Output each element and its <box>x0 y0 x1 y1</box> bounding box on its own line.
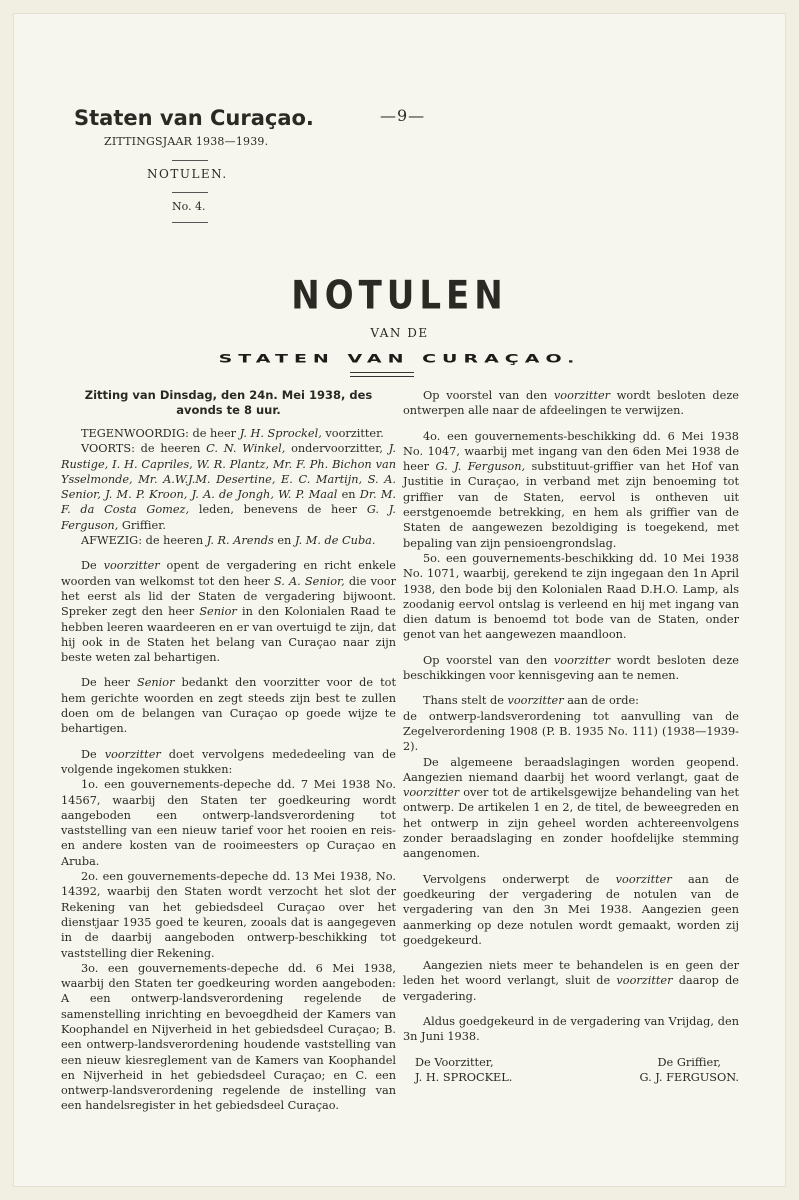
paragraph: Thans stelt de voorzitter aan de orde: <box>423 694 639 708</box>
publication-title: Staten van Curaçao. <box>74 106 314 130</box>
divider <box>350 376 414 377</box>
signature-clerk: De Griffier, G. J. FERGUSON. <box>639 1055 739 1084</box>
signature-chairman: De Voorzitter, J. H. SPROCKEL. <box>415 1055 513 1084</box>
list-item: 5o. een gouvernements-beschikking dd. 10 Mei 1938 No. 1071, waarbij, gerekend te zijn ingegaan den 1n April 1938, den bode bij den Kolonialen Raad D.H.O. Lamp, als zoodanig eervol ontslag is verleend en hij met ingang van dien datum is benoemd tot bode van de Staten, onder genot van het aangewezen maandloon. <box>403 551 739 642</box>
page-number: —9— <box>380 106 426 125</box>
left-column <box>61 388 396 1114</box>
paragraph: De algemeene beraadslagingen worden geopend. Aangezien niemand daarbij het woord verlangt, gaat de voorzitter over tot de artikelsgewijze behandeling van het ontwerp. De artikelen 1 en 2, de titel, de beweegreden en het ontwerp in zijn geheel worden achtereenvolgens zonder beraadslaging en zonder hoofdelijke stemming aangenomen. <box>403 755 739 861</box>
paragraph: De voorzitter opent de vergadering en richt enkele woorden van welkomst tot den heer S. A. Senior, die voor het eerst als lid der Staten de vergadering bijwoont. Spreker zegt den heer Senior in den Kolonialen Raad te hebben leeren waardeeren en er van overtuigd te zijn, dat hij ook in de Staten het belang van Curaçao naar zijn beste weten zal behartigen. <box>61 559 396 665</box>
attendance-others: VOORTS: de heeren C. N. Winkel, ondervoorzitter, J. Rustige, I. H. Capriles, W. R. Plantz, Mr. F. Ph. Bichon van Ysselmonde, Mr. A.W.J.M. Desertine, E. C. Martijn, S. A. Senior, J. M. P. Kroon, J. A. de Jongh, W. P. Maal en Dr. M. F. da Costa Gomez, leden, benevens de heer G. J. Ferguson, Griffier. <box>61 442 396 532</box>
divider <box>172 160 208 161</box>
right-column <box>403 388 739 1085</box>
issue-number: No. 4. <box>172 200 206 213</box>
section-label: NOTULEN. <box>147 167 228 181</box>
divider <box>172 192 208 193</box>
session-heading: Zitting van Dinsdag, den 24n. Mei 1938, des avonds te 8 uur. <box>84 388 373 417</box>
approval-note: Aldus goedgekeurd in de vergadering van Vrijdag, den 3n Juni 1938. <box>403 1014 739 1044</box>
divider <box>350 372 414 373</box>
masthead-title: NOTULEN <box>291 273 508 319</box>
masthead-sub: VAN DE <box>370 326 429 340</box>
paragraph: Aangezien niets meer te behandelen is en geen der leden het woord verlangt, sluit de voorzitter daarop de vergadering. <box>403 959 739 1003</box>
paragraph: Op voorstel van den voorzitter wordt besloten deze ontwerpen alle naar de afdeelingen te verwijzen. <box>403 389 739 418</box>
masthead-banner: STATEN VAN CURAÇAO. <box>218 352 581 366</box>
list-item: 2o. een gouvernements-depeche dd. 13 Mei 1938, No. 14392, waarbij den Staten wordt verzocht het slot der Rekening van het gebiedsdeel Curaçao over het dienstjaar 1935 goed te keuren, zooals dat is aangegeven in de daarbij aangeboden ontwerp-beschikking tot vaststelling dier Rekening. <box>61 870 396 960</box>
paragraph: de ontwerp-landsverordening tot aanvulling van de Zegelverordening 1908 (P. B. 1935 No. 111) (1938—1939-2). <box>403 709 739 754</box>
paragraph: Op voorstel van den voorzitter wordt besloten deze beschikkingen voor kennisgeving aan te nemen. <box>403 653 739 683</box>
list-item: 1o. een gouvernements-depeche dd. 7 Mei 1938 No. 14567, waarbij den Staten ter goedkeuring wordt aangeboden een ontwerp-landsverordening tot vaststelling van een nieuw tarief voor het rooien en reis- en andere kosten van de rooimeesters op Curaçao en Aruba. <box>61 778 396 868</box>
attendance-absent: AFWEZIG: de heeren J. R. Arends en J. M. de Cuba. <box>81 534 376 548</box>
paragraph: De voorzitter doet vervolgens mededeeling van de volgende ingekomen stukken: <box>61 747 396 776</box>
paragraph: Vervolgens onderwerpt de voorzitter aan de goedkeuring der vergadering de notulen van de vergadering van den 3n Mei 1938. Aangezien geen aanmerking op deze notulen wordt gemaakt, worden zij goedgekeurd. <box>403 872 739 947</box>
document-page <box>14 14 785 1186</box>
attendance-present: TEGENWOORDIG: de heer J. H. Sprockel, voorzitter. <box>81 427 384 440</box>
list-item: 4o. een gouvernements-beschikking dd. 6 Mei 1938 No. 1047, waarbij met ingang van den 6den Mei 1938 de heer G. J. Ferguson, substituut-griffier van het Hof van Justitie in Curaçao, in verband met zijn benoeming tot griffier van de Staten, eervol is ontheven uit eerstgenoemde betrekking, en hem als griffier van de Staten de aangewezen bezoldiging is toegekend, met bepaling van zijn pensioengrondslag. <box>403 429 740 550</box>
session-year: ZITTINGSJAAR 1938—1939. <box>104 135 269 148</box>
signatures <box>403 1055 739 1086</box>
list-item: 3o. een gouvernements-depeche dd. 6 Mei 1938, waarbij den Staten ter goedkeuring worden aangeboden: A een ontwerp-landsverordening regelende de samenstelling inrichting en bevoegdheid der Kamers van Koophandel en Nijverheid in het gebiedsdeel Curaçao; B. een ontwerp-landsverordening houdende vaststelling van een nieuw kiesreglement van de Kamers van Koophandel en Nijverheid in het gebiedsdeel Curaçao; en C. een ontwerp-landsverordening regelende de instelling van een handelsregister in het gebiedsdeel Curaçao. <box>61 961 396 1113</box>
divider <box>172 222 208 223</box>
paragraph: De heer Senior bedankt den voorzitter voor de tot hem gerichte woorden en zegt steeds zijn best te zullen doen om de belangen van Curaçao op goede wijze te behartigen. <box>61 676 396 736</box>
